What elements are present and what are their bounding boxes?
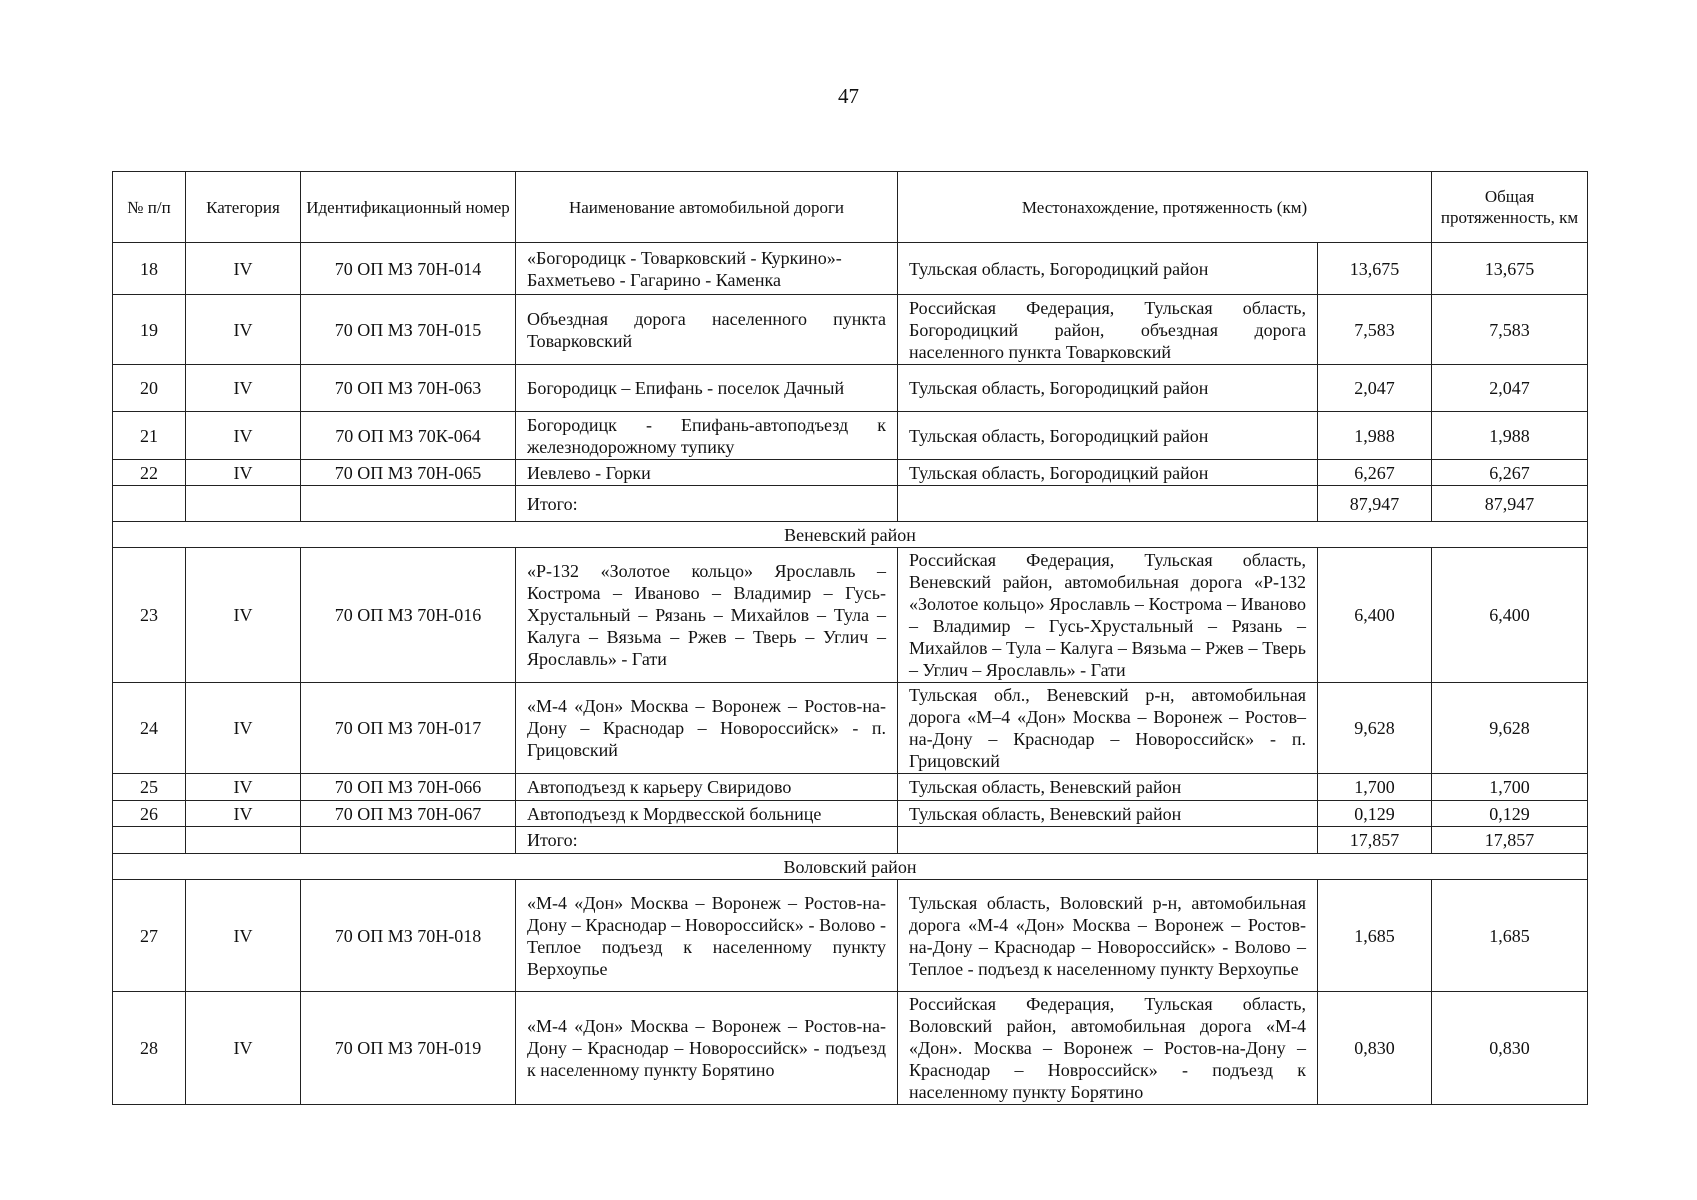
total-length: 87,947 [1318, 486, 1432, 522]
cell-category: IV [186, 774, 301, 801]
cell-length: 1,700 [1318, 774, 1432, 801]
cell-total: 1,988 [1432, 412, 1588, 460]
cell-location: Тульская область, Богородицкий район [898, 365, 1318, 412]
cell-total: 7,583 [1432, 295, 1588, 365]
cell-name: «Богородицк - Товарковский - Куркино»-Бахметьево - Гагарино - Каменка [516, 243, 898, 295]
cell-location: Тульская область, Веневский район [898, 774, 1318, 801]
cell-id: 70 ОП МЗ 70Н-067 [301, 801, 516, 827]
cell-length: 13,675 [1318, 243, 1432, 295]
district-row [113, 522, 1588, 548]
cell-length: 9,628 [1318, 683, 1432, 774]
district-heading: Веневский район [113, 522, 1588, 548]
cell-num: 19 [113, 295, 186, 365]
cell-name: «М-4 «Дон» Москва – Воронеж – Ростов-на-Дону – Краснодар – Новороссийск» - Волово - Теплое подъезд к населенному пункту Верхоупье [516, 880, 898, 992]
cell-location: Российская Федерация, Тульская область, Веневский район, автомобильная дорога «Р-132 «Золотое кольцо» Ярославль – Кострома – Иваново – Владимир – Гусь-Хрустальный – Рязань – Михайлов – Тула – Калуга – Вязьма – Ржев – Тверь – Углич – Ярославль» - Гати [898, 548, 1318, 683]
cell-category: IV [186, 683, 301, 774]
cell-length: 6,400 [1318, 548, 1432, 683]
cell-total: 1,685 [1432, 880, 1588, 992]
total-label: Итого: [516, 486, 898, 522]
cell-location: Тульская обл., Веневский р-н, автомобильная дорога «М–4 «Дон» Москва – Воронеж – Ростов–на-Дону – Краснодар – Новороссийск» - п. Грицовский [898, 683, 1318, 774]
cell-category: IV [186, 548, 301, 683]
cell-id: 70 ОП МЗ 70К-064 [301, 412, 516, 460]
cell-num: 27 [113, 880, 186, 992]
cell-num: 21 [113, 412, 186, 460]
cell-num: 26 [113, 801, 186, 827]
header-category: Категория [186, 172, 301, 243]
cell-id: 70 ОП МЗ 70Н-018 [301, 880, 516, 992]
cell-location: Тульская область, Веневский район [898, 801, 1318, 827]
cell-length: 2,047 [1318, 365, 1432, 412]
table-row [113, 992, 1588, 1105]
cell-id: 70 ОП МЗ 70Н-016 [301, 548, 516, 683]
cell-length: 0,129 [1318, 801, 1432, 827]
cell-total: 1,700 [1432, 774, 1588, 801]
cell-name: Иевлево - Горки [516, 460, 898, 486]
cell-id: 70 ОП МЗ 70Н-015 [301, 295, 516, 365]
cell-total: 9,628 [1432, 683, 1588, 774]
cell-category: IV [186, 992, 301, 1105]
cell-id: 70 ОП МЗ 70Н-066 [301, 774, 516, 801]
total-label: Итого: [516, 827, 898, 854]
cell-num: 24 [113, 683, 186, 774]
cell-name: Богородицк - Епифань-автоподъезд к железнодорожному тупику [516, 412, 898, 460]
table-row [113, 880, 1588, 992]
cell-category: IV [186, 801, 301, 827]
table-row [113, 683, 1588, 774]
cell-id: 70 ОП МЗ 70Н-019 [301, 992, 516, 1105]
district-heading: Воловский район [113, 854, 1588, 880]
cell-total: 0,830 [1432, 992, 1588, 1105]
header-name: Наименование автомобильной дороги [516, 172, 898, 243]
cell-category: IV [186, 243, 301, 295]
table-row [113, 548, 1588, 683]
cell-total: 6,400 [1432, 548, 1588, 683]
cell-name: «Р-132 «Золотое кольцо» Ярославль – Кострома – Иваново – Владимир – Гусь-Хрустальный – Рязань – Михайлов – Тула – Калуга – Вязьма – Ржев – Тверь – Углич – Ярославль» - Гати [516, 548, 898, 683]
cell-length: 1,685 [1318, 880, 1432, 992]
table-header-row [113, 172, 1588, 243]
table-row [113, 243, 1588, 295]
total-total: 17,857 [1432, 827, 1588, 854]
cell-location: Тульская область, Богородицкий район [898, 412, 1318, 460]
cell-length: 7,583 [1318, 295, 1432, 365]
cell-num: 20 [113, 365, 186, 412]
page-number: 47 [838, 84, 859, 108]
table-row [113, 412, 1588, 460]
table-row [113, 365, 1588, 412]
cell-location: Российская Федерация, Тульская область, Воловский район, автомобильная дорога «М-4 «Дон». Москва – Воронеж – Ростов-на-Дону – Краснодар – Новроссийск» - подъезд к населенному пункту Борятино [898, 992, 1318, 1105]
table-row [113, 295, 1588, 365]
cell-name: «М-4 «Дон» Москва – Воронеж – Ростов-на-Дону – Краснодар – Новороссийск» - п. Грицовский [516, 683, 898, 774]
cell-name: Объездная дорога населенного пункта Товарковский [516, 295, 898, 365]
cell-location: Тульская область, Воловский р-н, автомобильная дорога «М-4 «Дон» Москва – Воронеж – Ростов-на-Дону – Краснодар – Новороссийск» - Волово – Теплое - подъезд к населенному пункту Верхоупье [898, 880, 1318, 992]
cell-total: 0,129 [1432, 801, 1588, 827]
cell-id: 70 ОП МЗ 70Н-065 [301, 460, 516, 486]
cell-category: IV [186, 880, 301, 992]
district-row [113, 854, 1588, 880]
cell-length: 6,267 [1318, 460, 1432, 486]
header-num: № п/п [113, 172, 186, 243]
cell-location: Тульская область, Богородицкий район [898, 460, 1318, 486]
total-row [113, 486, 1588, 522]
cell-length: 0,830 [1318, 992, 1432, 1105]
cell-id: 70 ОП МЗ 70Н-014 [301, 243, 516, 295]
total-row [113, 827, 1588, 854]
cell-category: IV [186, 295, 301, 365]
header-location: Местонахождение, протяженность (км) [898, 172, 1432, 243]
cell-category: IV [186, 412, 301, 460]
total-length: 17,857 [1318, 827, 1432, 854]
cell-location: Российская Федерация, Тульская область, Богородицкий район, объездная дорога населенного пункта Товарковский [898, 295, 1318, 365]
table-row [113, 460, 1588, 486]
cell-category: IV [186, 460, 301, 486]
roads-table [112, 171, 1588, 1105]
cell-num: 23 [113, 548, 186, 683]
cell-name: Автоподъезд к Мордвесской больнице [516, 801, 898, 827]
cell-category: IV [186, 365, 301, 412]
cell-id: 70 ОП МЗ 70Н-063 [301, 365, 516, 412]
cell-name: Автоподъезд к карьеру Свиридово [516, 774, 898, 801]
cell-num: 18 [113, 243, 186, 295]
cell-num: 22 [113, 460, 186, 486]
cell-length: 1,988 [1318, 412, 1432, 460]
cell-id: 70 ОП МЗ 70Н-017 [301, 683, 516, 774]
cell-total: 6,267 [1432, 460, 1588, 486]
table-row [113, 801, 1588, 827]
cell-num: 28 [113, 992, 186, 1105]
cell-location: Тульская область, Богородицкий район [898, 243, 1318, 295]
total-total: 87,947 [1432, 486, 1588, 522]
cell-num: 25 [113, 774, 186, 801]
header-total: Общая протяженность, км [1432, 172, 1588, 243]
table-row [113, 774, 1588, 801]
cell-name: Богородицк – Епифань - поселок Дачный [516, 365, 898, 412]
cell-name: «М-4 «Дон» Москва – Воронеж – Ростов-на-Дону – Краснодар – Новороссийск» - подъезд к населенному пункту Борятино [516, 992, 898, 1105]
header-id: Идентификационный номер [301, 172, 516, 243]
cell-total: 13,675 [1432, 243, 1588, 295]
cell-total: 2,047 [1432, 365, 1588, 412]
